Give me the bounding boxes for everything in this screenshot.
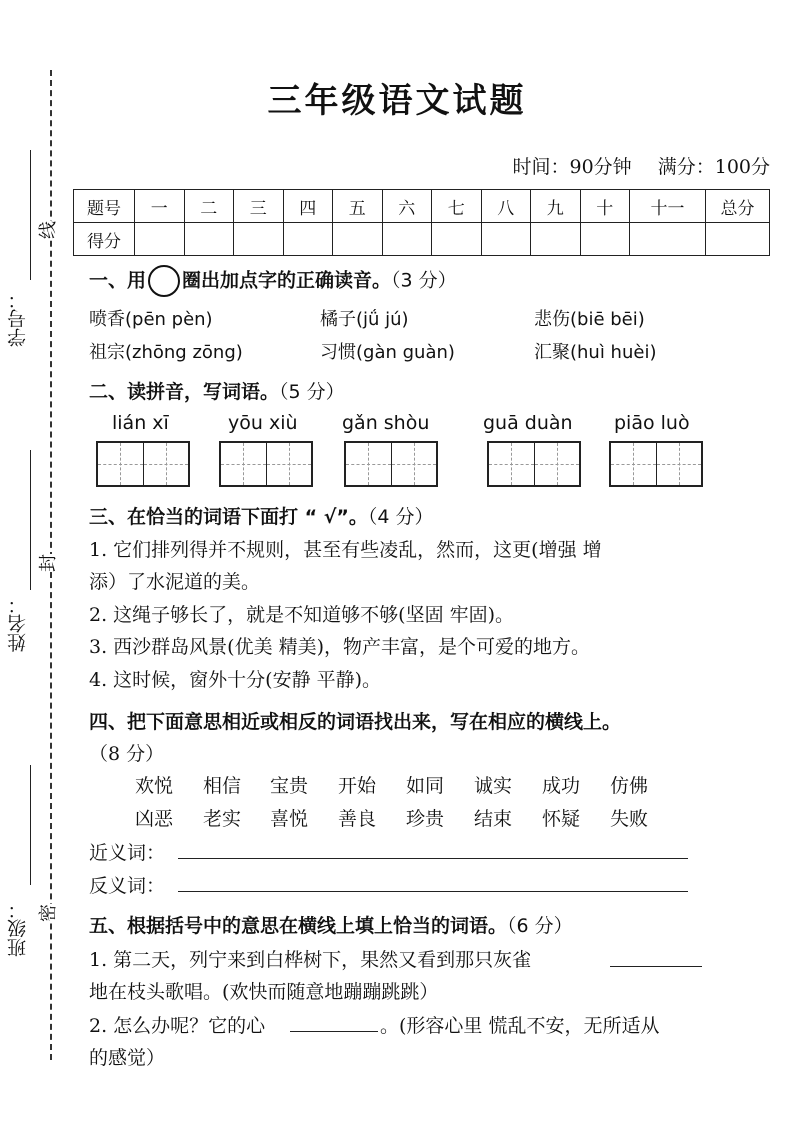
- word: 仿佛: [610, 775, 649, 797]
- score-col: 四: [283, 190, 333, 223]
- s3-line-4: 4. 这时候，窗外十分(安静 平静)。: [89, 669, 382, 691]
- score-cell[interactable]: [630, 223, 706, 256]
- score-cell[interactable]: [333, 223, 383, 256]
- section-1-points: （3 分）: [391, 269, 457, 292]
- word: 欢悦: [135, 775, 174, 797]
- time-limit: 时间：90分钟: [512, 156, 632, 178]
- score-cell[interactable]: [234, 223, 284, 256]
- score-col: 七: [432, 190, 482, 223]
- s5-blank-1[interactable]: [610, 966, 702, 967]
- score-table-header-row: [74, 190, 770, 223]
- word: 结束: [474, 808, 513, 830]
- synonym-answer-line[interactable]: [178, 858, 688, 859]
- score-col: 二: [184, 190, 234, 223]
- seal-xian: 线: [32, 221, 62, 239]
- s3-line-1: 1. 它们排列得并不规则，甚至有些凌乱，然而，这更(增强 增: [89, 539, 602, 561]
- score-cell[interactable]: [432, 223, 482, 256]
- seal-mi: 密: [32, 904, 62, 922]
- section-2-head: 二、读拼音，写词语。: [89, 381, 280, 403]
- score-col: 一: [135, 190, 185, 223]
- xuehao-rule: [30, 150, 31, 280]
- section-5-heading: [89, 911, 573, 938]
- antonym-answer-line[interactable]: [178, 891, 688, 892]
- xuehao-label: 学号：: [7, 290, 29, 347]
- page-title: 三年级语文试题: [267, 81, 527, 121]
- score-row-label: 得分: [74, 223, 135, 256]
- s3-line-2: 2. 这绳子够长了，就是不知道够不够(坚固 牢固)。: [89, 604, 515, 626]
- s5-line-1a: 1. 第二天，列宁来到白桦树下，果然又看到那只灰雀: [89, 949, 532, 971]
- xingming-label: 姓名：: [7, 595, 29, 652]
- section-5-head: 五、根据括号中的意思在横线上填上恰当的词语。: [89, 915, 508, 937]
- seal-feng: 封: [32, 554, 62, 572]
- section-1-heading: [89, 265, 457, 297]
- score-cell[interactable]: [283, 223, 333, 256]
- antonym-label: 反义词：: [89, 875, 166, 897]
- score-cell[interactable]: [382, 223, 432, 256]
- s1-item: 悲伤(biē bēi): [534, 309, 645, 330]
- s1-item: 习惯(gàn guàn): [320, 342, 455, 363]
- section-5-points: （6 分）: [507, 915, 573, 937]
- s5-blank-2[interactable]: [290, 1031, 378, 1032]
- full-score: 满分：100分: [657, 156, 770, 178]
- s1-item: 汇聚(huì huèi): [534, 342, 657, 363]
- score-cell[interactable]: [580, 223, 630, 256]
- section-2-heading: [89, 377, 345, 404]
- score-col: 六: [382, 190, 432, 223]
- word: 珍贵: [406, 808, 445, 830]
- pinyin-1: lián xī: [112, 412, 169, 434]
- writing-box-3[interactable]: [344, 441, 438, 487]
- circle-icon: [148, 265, 180, 297]
- synonym-label: 近义词：: [89, 842, 166, 864]
- score-cell[interactable]: [531, 223, 581, 256]
- writing-box-4[interactable]: [487, 441, 581, 487]
- xingming-rule: [30, 450, 31, 590]
- s1-item: 橘子(jǘ jú): [320, 309, 409, 330]
- score-row-label: 题号: [74, 190, 135, 223]
- word: 失败: [610, 808, 649, 830]
- score-cell[interactable]: [481, 223, 531, 256]
- section-3-head: 三、在恰当的词语下面打 “ √”。: [89, 506, 368, 528]
- s5-line-2a: 2. 怎么办呢？它的心: [89, 1015, 266, 1037]
- score-col: 九: [531, 190, 581, 223]
- word: 善良: [338, 808, 377, 830]
- word: 怀疑: [542, 808, 581, 830]
- score-total: 总分: [706, 190, 770, 223]
- banji-label: 班级：: [7, 900, 29, 957]
- exam-meta: [513, 152, 771, 179]
- section-2-points: （5 分）: [279, 381, 345, 403]
- pinyin-2: yōu xiù: [228, 412, 298, 434]
- writing-box-1[interactable]: [96, 441, 190, 487]
- section-4-points: （8 分）: [89, 743, 165, 765]
- writing-box-5[interactable]: [609, 441, 703, 487]
- word: 喜悦: [270, 808, 309, 830]
- word: 宝贵: [270, 775, 309, 797]
- score-col: 三: [234, 190, 284, 223]
- score-col: 十一: [630, 190, 706, 223]
- writing-box-2[interactable]: [219, 441, 313, 487]
- s3-line-3: 3. 西沙群岛风景(优美 精美)，物产丰富，是个可爱的地方。: [89, 636, 591, 658]
- section-1-head-b: 圈出加点字的正确读音。: [182, 269, 392, 292]
- score-table: [73, 189, 770, 256]
- pinyin-5: piāo luò: [614, 412, 690, 434]
- score-col: 五: [333, 190, 383, 223]
- word: 开始: [338, 775, 377, 797]
- section-1-head-a: 一、用: [89, 269, 147, 292]
- word: 诚实: [474, 775, 513, 797]
- pinyin-3: gǎn shòu: [342, 412, 430, 434]
- s3-line-1b: 添）了水泥道的美。: [89, 571, 261, 593]
- word: 相信: [203, 775, 242, 797]
- s5-line-2b: 。(形容心里 慌乱不安，无所适从: [380, 1015, 660, 1037]
- s1-item: 喷香(pēn pèn): [89, 309, 213, 330]
- s5-line-2c: 的感觉）: [89, 1047, 166, 1069]
- section-4-heading: 四、把下面意思相近或相反的词语找出来，写在相应的横线上。: [89, 711, 622, 733]
- score-col: 十: [580, 190, 630, 223]
- section-3-heading: [89, 502, 434, 529]
- score-table-score-row: [74, 223, 770, 256]
- score-cell[interactable]: [135, 223, 185, 256]
- section-3-points: （4 分）: [367, 506, 434, 528]
- s5-line-1b: 地在枝头歌唱。(欢快而随意地蹦蹦跳跳）: [89, 981, 439, 1003]
- score-col: 八: [481, 190, 531, 223]
- banji-rule: [30, 765, 31, 885]
- pinyin-4: guā duàn: [483, 412, 573, 434]
- word: 老实: [203, 808, 242, 830]
- word: 如同: [406, 775, 445, 797]
- score-cell[interactable]: [184, 223, 234, 256]
- word: 成功: [542, 775, 581, 797]
- s1-item: 祖宗(zhōng zōng): [89, 342, 243, 363]
- word: 凶恶: [135, 808, 174, 830]
- score-cell[interactable]: [706, 223, 770, 256]
